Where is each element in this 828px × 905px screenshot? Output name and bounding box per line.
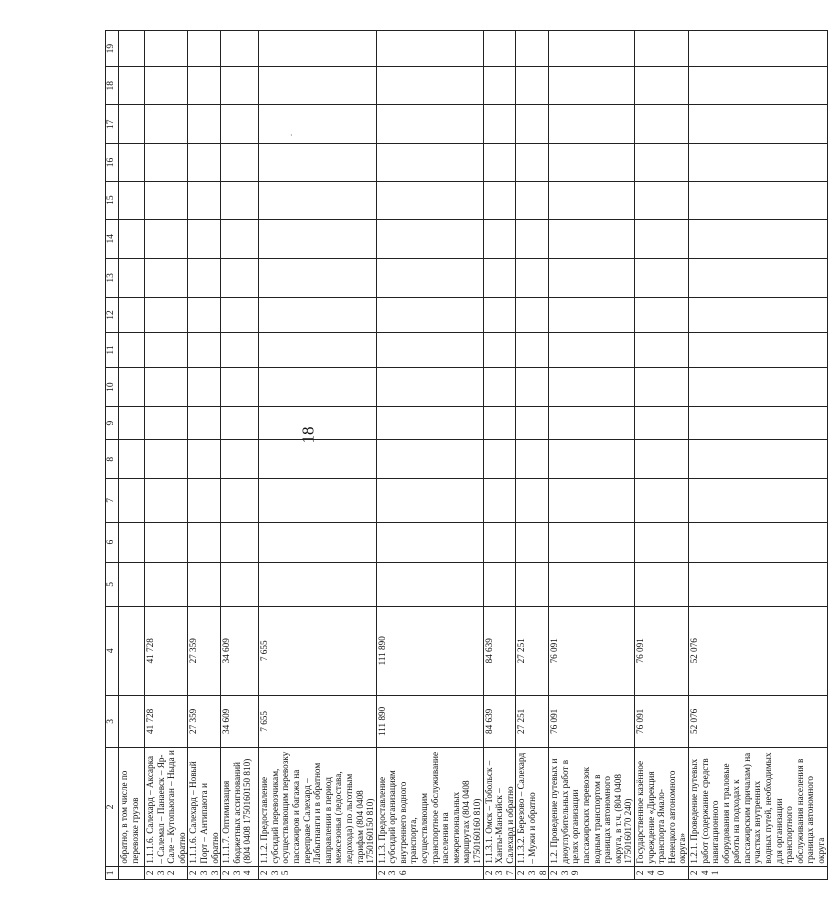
- empty-cell: [549, 440, 635, 479]
- empty-cell: [549, 522, 635, 562]
- empty-cell: [688, 297, 827, 332]
- empty-cell: [634, 368, 688, 407]
- row-value-col3: 27 251: [516, 695, 549, 748]
- empty-cell: [549, 368, 635, 407]
- table-row: [634, 31, 688, 880]
- empty-cell: [549, 144, 635, 181]
- empty-cell: [188, 562, 221, 606]
- empty-cell: [188, 522, 221, 562]
- row-value-col3: 34 609: [221, 695, 259, 748]
- row-description: 1.2.1. Проведение путевых работ (содержание средств навигационного оборудования и траловые работы на подходах к пассажирским причалам) на участках внутренних водных путей, необходимых для организации транспортного обслуживания населения в границах автономного округа: [688, 748, 827, 866]
- empty-cell: [221, 144, 259, 181]
- header-cell: 14: [106, 219, 119, 258]
- budget-table: [105, 30, 828, 880]
- empty-cell: [549, 181, 635, 219]
- header-cell: 17: [106, 105, 119, 144]
- table-row: [221, 31, 259, 880]
- empty-cell: [188, 332, 221, 367]
- empty-cell: [483, 31, 516, 67]
- empty-cell: [516, 258, 549, 297]
- empty-cell: [259, 144, 377, 181]
- row-value-col4: [119, 606, 145, 695]
- row-description: 1.1.3. Предоставление субсидий организациям внутреннего водного транспорта, осуществляющим транспортное обслуживание населения на межрегиональных маршрутах (804 0408 1750160160 810): [376, 748, 483, 866]
- empty-cell: [516, 105, 549, 144]
- empty-cell: [145, 144, 188, 181]
- empty-cell: [688, 67, 827, 105]
- empty-cell: [483, 105, 516, 144]
- row-value-col3: 76 091: [634, 695, 688, 748]
- empty-cell: [119, 562, 145, 606]
- empty-cell: [549, 479, 635, 522]
- empty-cell: [516, 31, 549, 67]
- empty-cell: [549, 407, 635, 440]
- empty-cell: [634, 407, 688, 440]
- empty-cell: [483, 368, 516, 407]
- empty-cell: [145, 31, 188, 67]
- empty-cell: [188, 479, 221, 522]
- empty-cell: [259, 219, 377, 258]
- empty-cell: [145, 407, 188, 440]
- empty-cell: [634, 258, 688, 297]
- empty-cell: [483, 407, 516, 440]
- empty-cell: [376, 181, 483, 219]
- empty-cell: [516, 522, 549, 562]
- row-value-col3: 111 890: [376, 695, 483, 748]
- empty-cell: [516, 144, 549, 181]
- empty-cell: [483, 219, 516, 258]
- empty-cell: [634, 31, 688, 67]
- row-description: обратно, в том числе по перевозке грузов: [119, 748, 145, 866]
- empty-cell: [259, 181, 377, 219]
- row-number: 234: [221, 866, 259, 879]
- row-number: 238: [516, 866, 549, 879]
- empty-cell: [483, 562, 516, 606]
- empty-cell: [221, 368, 259, 407]
- row-number: 232: [145, 866, 188, 879]
- empty-cell: [119, 479, 145, 522]
- empty-cell: [688, 105, 827, 144]
- empty-cell: [188, 105, 221, 144]
- row-number: 236: [376, 866, 483, 879]
- page-number: 18: [298, 426, 318, 444]
- header-cell: 7: [106, 479, 119, 522]
- row-value-col4: 7 655: [259, 606, 377, 695]
- empty-cell: [483, 479, 516, 522]
- empty-cell: [188, 407, 221, 440]
- row-description: 1.1.1.7. Оптимизация бюджетных ассигнований (804 0408 1750160150 810): [221, 748, 259, 866]
- empty-cell: [483, 332, 516, 367]
- empty-cell: [634, 105, 688, 144]
- row-number: 235: [259, 866, 377, 879]
- row-value-col3: 52 076: [688, 695, 827, 748]
- row-number: 239: [549, 866, 635, 879]
- empty-cell: [634, 562, 688, 606]
- empty-cell: [188, 67, 221, 105]
- empty-cell: [516, 297, 549, 332]
- table-row: [549, 31, 635, 880]
- empty-cell: [376, 31, 483, 67]
- empty-cell: [688, 31, 827, 67]
- table-row: [119, 31, 145, 880]
- empty-cell: [119, 407, 145, 440]
- empty-cell: [516, 562, 549, 606]
- empty-cell: [634, 297, 688, 332]
- table-row: [376, 31, 483, 880]
- empty-cell: [549, 562, 635, 606]
- row-value-col3: 41 728: [145, 695, 188, 748]
- empty-cell: [221, 297, 259, 332]
- empty-cell: [119, 522, 145, 562]
- empty-cell: [376, 522, 483, 562]
- empty-cell: [688, 181, 827, 219]
- empty-cell: [688, 219, 827, 258]
- empty-cell: [483, 258, 516, 297]
- empty-cell: [516, 332, 549, 367]
- empty-cell: [688, 522, 827, 562]
- row-description: 1.1.1.6. Салехард – Аксарка – Салемал – Панаевск – Яр-Сале – Кутопьюган – Ныда и обратно: [145, 748, 188, 866]
- empty-cell: [221, 258, 259, 297]
- empty-cell: [549, 67, 635, 105]
- header-cell: 11: [106, 332, 119, 367]
- header-cell: 10: [106, 368, 119, 407]
- empty-cell: [549, 31, 635, 67]
- empty-cell: [145, 67, 188, 105]
- header-cell: 9: [106, 407, 119, 440]
- empty-cell: [221, 562, 259, 606]
- row-value-col4: 41 728: [145, 606, 188, 695]
- table-row: [516, 31, 549, 880]
- empty-cell: [145, 181, 188, 219]
- header-cell: 5: [106, 562, 119, 606]
- empty-cell: [221, 105, 259, 144]
- empty-cell: [376, 479, 483, 522]
- row-value-col4: 27 251: [516, 606, 549, 695]
- empty-cell: [119, 368, 145, 407]
- empty-cell: [688, 368, 827, 407]
- empty-cell: [221, 407, 259, 440]
- empty-cell: [516, 219, 549, 258]
- empty-cell: [145, 368, 188, 407]
- empty-cell: [259, 258, 377, 297]
- empty-cell: [259, 522, 377, 562]
- empty-cell: [259, 31, 377, 67]
- empty-cell: [688, 562, 827, 606]
- header-cell: 4: [106, 606, 119, 695]
- empty-cell: [516, 181, 549, 219]
- empty-cell: [259, 368, 377, 407]
- empty-cell: [376, 297, 483, 332]
- empty-cell: [145, 522, 188, 562]
- row-number: 240: [634, 866, 688, 879]
- row-description: 1.2. Проведение путевых и дноуглубительных работ в целях организации пассажирских перевозок водным транспортом в границах автономного округа, в т.ч. (804 0408 1750160170 240): [549, 748, 635, 866]
- empty-cell: [145, 332, 188, 367]
- row-number: [119, 866, 145, 879]
- empty-cell: [376, 407, 483, 440]
- row-value-col3: 27 359: [188, 695, 221, 748]
- row-description: 1.1.3.2. Березово – Салехард – Мужи и обратно: [516, 748, 549, 866]
- empty-cell: [221, 479, 259, 522]
- empty-cell: [634, 479, 688, 522]
- empty-cell: [634, 219, 688, 258]
- empty-cell: [516, 368, 549, 407]
- empty-cell: [145, 219, 188, 258]
- header-cell: 15: [106, 181, 119, 219]
- empty-cell: [221, 219, 259, 258]
- empty-cell: [483, 144, 516, 181]
- empty-cell: [145, 440, 188, 479]
- row-description: 1.1.3.1. Омск – Тобольск – Ханты-Мансийск – Салехард и обратно: [483, 748, 516, 866]
- header-cell: 18: [106, 67, 119, 105]
- empty-cell: [221, 522, 259, 562]
- row-value-col3: 84 639: [483, 695, 516, 748]
- empty-cell: [549, 219, 635, 258]
- empty-cell: [119, 31, 145, 67]
- empty-cell: [688, 407, 827, 440]
- row-description: 1.1.2. Предоставление субсидий перевозчикам, осуществляющим перевозку пассажиров и багажа на переправе Салехард – Лабытнанги и в обратном направлении в период межсезонья (ледостава, ледохода) по льготным тарифам (804 0408 1750160150 810): [259, 748, 377, 866]
- header-cell: 16: [106, 144, 119, 181]
- empty-cell: [221, 67, 259, 105]
- empty-cell: [516, 479, 549, 522]
- empty-cell: [221, 181, 259, 219]
- empty-cell: [516, 407, 549, 440]
- empty-cell: [119, 67, 145, 105]
- empty-cell: [145, 105, 188, 144]
- empty-cell: [483, 181, 516, 219]
- header-cell: 19: [106, 31, 119, 67]
- table-body: [106, 31, 828, 880]
- empty-cell: [259, 407, 377, 440]
- empty-cell: [688, 144, 827, 181]
- empty-cell: [549, 105, 635, 144]
- empty-cell: [259, 440, 377, 479]
- empty-cell: [549, 297, 635, 332]
- empty-cell: [688, 440, 827, 479]
- empty-cell: [145, 479, 188, 522]
- empty-cell: [188, 258, 221, 297]
- empty-cell: [119, 297, 145, 332]
- row-value-col4: 84 639: [483, 606, 516, 695]
- empty-cell: [516, 67, 549, 105]
- row-description: Государственное казённое учреждение «Дирекция транспорта Ямало-Ненецкого автономного округа»: [634, 748, 688, 866]
- table-row: [483, 31, 516, 880]
- empty-cell: [634, 67, 688, 105]
- scan-mark: ·: [290, 131, 293, 140]
- empty-cell: [549, 332, 635, 367]
- header-cell: 6: [106, 522, 119, 562]
- empty-cell: [376, 332, 483, 367]
- empty-cell: [376, 67, 483, 105]
- header-row: [106, 31, 119, 880]
- empty-cell: [145, 258, 188, 297]
- table-row: [259, 31, 377, 880]
- empty-cell: [119, 332, 145, 367]
- empty-cell: [259, 479, 377, 522]
- empty-cell: [119, 440, 145, 479]
- row-value-col3: 7 655: [259, 695, 377, 748]
- row-value-col3: [119, 695, 145, 748]
- empty-cell: [259, 67, 377, 105]
- empty-cell: [119, 144, 145, 181]
- header-cell: 2: [106, 748, 119, 866]
- empty-cell: [483, 297, 516, 332]
- empty-cell: [119, 258, 145, 297]
- empty-cell: [634, 522, 688, 562]
- empty-cell: [688, 258, 827, 297]
- empty-cell: [145, 562, 188, 606]
- empty-cell: [259, 332, 377, 367]
- row-number: 233: [188, 866, 221, 879]
- row-value-col4: 34 609: [221, 606, 259, 695]
- row-number: 241: [688, 866, 827, 879]
- table-row: [688, 31, 827, 880]
- empty-cell: [376, 440, 483, 479]
- empty-cell: [188, 368, 221, 407]
- empty-cell: [376, 368, 483, 407]
- table-row: [145, 31, 188, 880]
- empty-cell: [119, 105, 145, 144]
- empty-cell: [634, 332, 688, 367]
- empty-cell: [119, 219, 145, 258]
- empty-cell: [188, 440, 221, 479]
- empty-cell: [188, 144, 221, 181]
- empty-cell: [259, 297, 377, 332]
- header-cell: 8: [106, 440, 119, 479]
- empty-cell: [634, 144, 688, 181]
- empty-cell: [688, 332, 827, 367]
- empty-cell: [221, 440, 259, 479]
- empty-cell: [188, 297, 221, 332]
- empty-cell: [145, 297, 188, 332]
- empty-cell: [634, 440, 688, 479]
- row-value-col4: 27 359: [188, 606, 221, 695]
- empty-cell: [549, 258, 635, 297]
- empty-cell: [483, 522, 516, 562]
- header-cell: 1: [106, 866, 119, 879]
- empty-cell: [119, 181, 145, 219]
- empty-cell: [221, 31, 259, 67]
- empty-cell: [634, 181, 688, 219]
- empty-cell: [188, 181, 221, 219]
- empty-cell: [376, 144, 483, 181]
- empty-cell: [376, 562, 483, 606]
- row-description: 1.1.1.6. Салехард – Новый Порт – Антипаюта и обратно: [188, 748, 221, 866]
- empty-cell: [376, 105, 483, 144]
- row-number: 237: [483, 866, 516, 879]
- empty-cell: [483, 440, 516, 479]
- empty-cell: [221, 332, 259, 367]
- header-cell: 13: [106, 258, 119, 297]
- empty-cell: [259, 105, 377, 144]
- row-value-col4: 111 890: [376, 606, 483, 695]
- empty-cell: [516, 440, 549, 479]
- row-value-col4: 76 091: [634, 606, 688, 695]
- empty-cell: [188, 31, 221, 67]
- empty-cell: [188, 219, 221, 258]
- empty-cell: [376, 219, 483, 258]
- header-cell: 12: [106, 297, 119, 332]
- header-cell: 3: [106, 695, 119, 748]
- empty-cell: [483, 67, 516, 105]
- row-value-col4: 76 091: [549, 606, 635, 695]
- row-value-col3: 76 091: [549, 695, 635, 748]
- empty-cell: [376, 258, 483, 297]
- rotated-table-container: [105, 30, 827, 880]
- empty-cell: [259, 562, 377, 606]
- row-value-col4: 52 076: [688, 606, 827, 695]
- empty-cell: [688, 479, 827, 522]
- table-row: [188, 31, 221, 880]
